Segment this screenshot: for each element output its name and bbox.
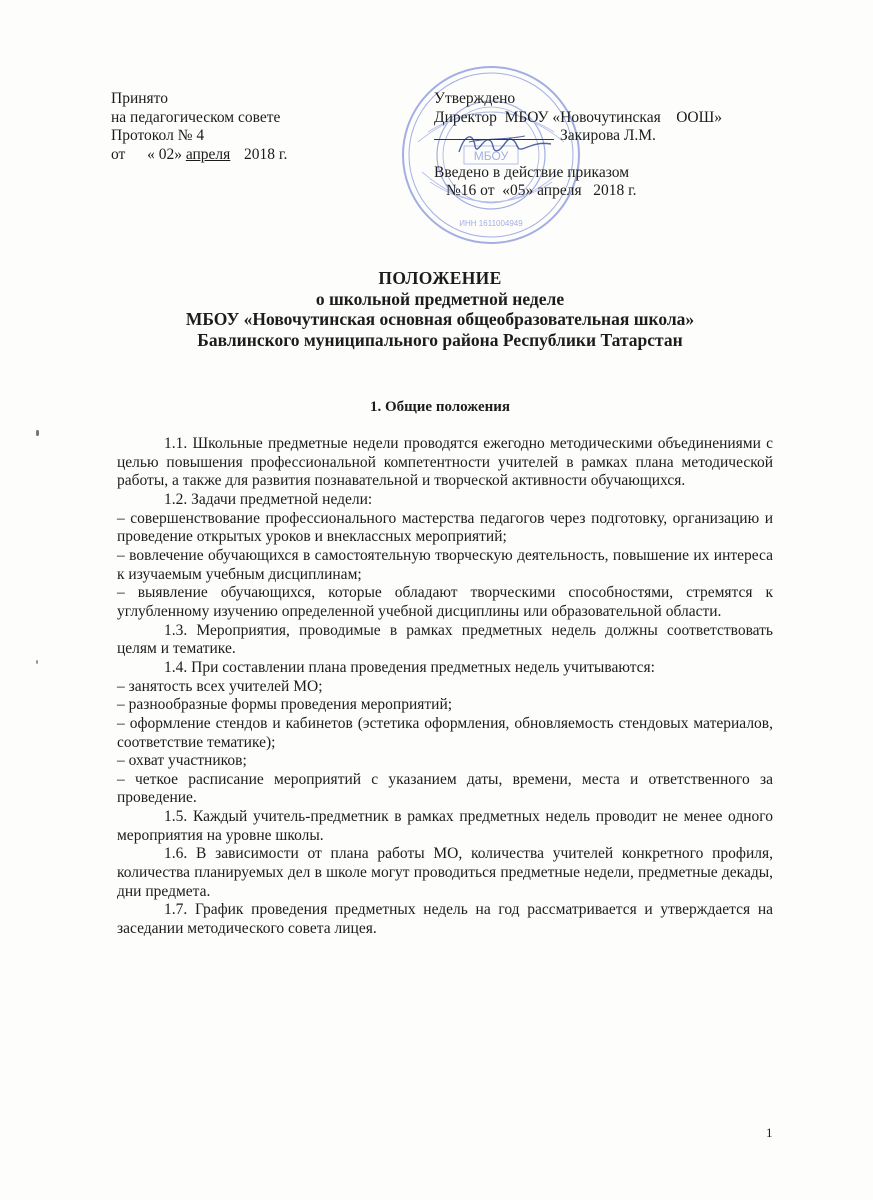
date-prefix: от bbox=[111, 145, 126, 163]
stamp-inn-text: ИНН 1611004949 bbox=[459, 219, 523, 228]
title-main: ПОЛОЖЕНИЕ bbox=[378, 268, 502, 288]
accepted-label: Принято bbox=[111, 90, 168, 107]
effective-label: Введено в действие приказом bbox=[434, 163, 630, 181]
council-label: на педагогическом совете bbox=[111, 108, 281, 126]
list-item: – выявление обучающихся, которые обладают творческими способностями, стремятся к углубленному изучению определенной учебной дисциплины или образовательной области. bbox=[117, 584, 773, 620]
approved-label: Утверждено bbox=[434, 90, 516, 107]
paragraph-1-7: 1.7. График проведения предметных недель на год рассматривается и утверждается на заседании методического совета лицея. bbox=[117, 901, 773, 938]
page-number: 1 bbox=[766, 1125, 773, 1140]
document-title bbox=[60, 268, 820, 350]
date-day: « 02» bbox=[147, 145, 182, 163]
section-body bbox=[117, 435, 773, 939]
approval-block-left bbox=[111, 90, 401, 164]
list-item: – четкое расписание мероприятий с указанием даты, времени, места и ответственного за проведение. bbox=[117, 770, 773, 807]
paragraph-1-3: 1.3. Мероприятия, проводимые в рамках предметных недель должны соответствовать целям и тематике. bbox=[117, 621, 773, 658]
title-subject: о школьной предметной неделе bbox=[315, 288, 565, 309]
date-year: 2018 г. bbox=[244, 145, 288, 163]
title-school: МБОУ «Новочутинская основная общеобразовательная школа» bbox=[185, 309, 695, 329]
approval-block-right bbox=[434, 90, 774, 201]
protocol-date bbox=[111, 146, 401, 165]
list-item: – совершенствование профессионального мастерства педагогов через подготовку, организацию и проведение открытых уроков и внеклассных мероприятий; bbox=[117, 509, 773, 546]
list-item: – оформление стендов и кабинетов (эстетика оформления, обновляемость стендовых материалов, соответствие тематике); bbox=[117, 714, 773, 751]
date-month: апреля bbox=[185, 145, 231, 163]
paragraph-1-6: 1.6. В зависимости от плана работы МО, количества учителей конкретного профиля, количества планируемых дел в школе могут проводиться предметные недели, предметные декады, дни предмета. bbox=[117, 845, 773, 900]
director-signature-line bbox=[434, 127, 774, 146]
list-item: – вовлечение обучающихся в самостоятельную творческую деятельность, повышение их интереса к изучаемым учебным дисциплинам; bbox=[117, 546, 773, 583]
paragraph-1-5: 1.5. Каждый учитель-предметник в рамках предметных недель проводит не менее одного мероприятия на уровне школы. bbox=[117, 808, 773, 844]
paragraph-1-2: 1.2. Задачи предметной недели: bbox=[164, 490, 373, 508]
scan-artifact bbox=[36, 430, 39, 436]
section-heading: 1. Общие положения bbox=[369, 399, 511, 415]
list-item: – охват участников; bbox=[117, 752, 247, 770]
paragraph-1-1: 1.1. Школьные предметные недели проводятся ежегодно методическими объединениями с целью повышения профессиональной компетентности учителей в рамках плана методической работы, а также для развития познавательной и творческой активности обучающихся. bbox=[117, 435, 773, 490]
director-name: Закирова Л.М. bbox=[560, 127, 656, 145]
list-item: – занятость всех учителей МО; bbox=[117, 677, 323, 695]
title-district: Бавлинского муниципального района Республики Татарстан bbox=[197, 329, 683, 350]
director-title: Директор МБОУ «Новочутинская ООШ» bbox=[434, 108, 723, 126]
signature-underline bbox=[434, 139, 554, 140]
protocol-number: Протокол № 4 bbox=[111, 127, 205, 145]
paragraph-1-4: 1.4. При составлении плана проведения предметных недель учитываются: bbox=[164, 658, 655, 676]
order-reference: №16 от «05» апреля 2018 г. bbox=[446, 182, 637, 200]
stamp-center-text: МБОУ bbox=[473, 149, 509, 163]
list-item: – разнообразные формы проведения мероприятий; bbox=[117, 696, 453, 714]
scan-artifact bbox=[36, 660, 38, 664]
